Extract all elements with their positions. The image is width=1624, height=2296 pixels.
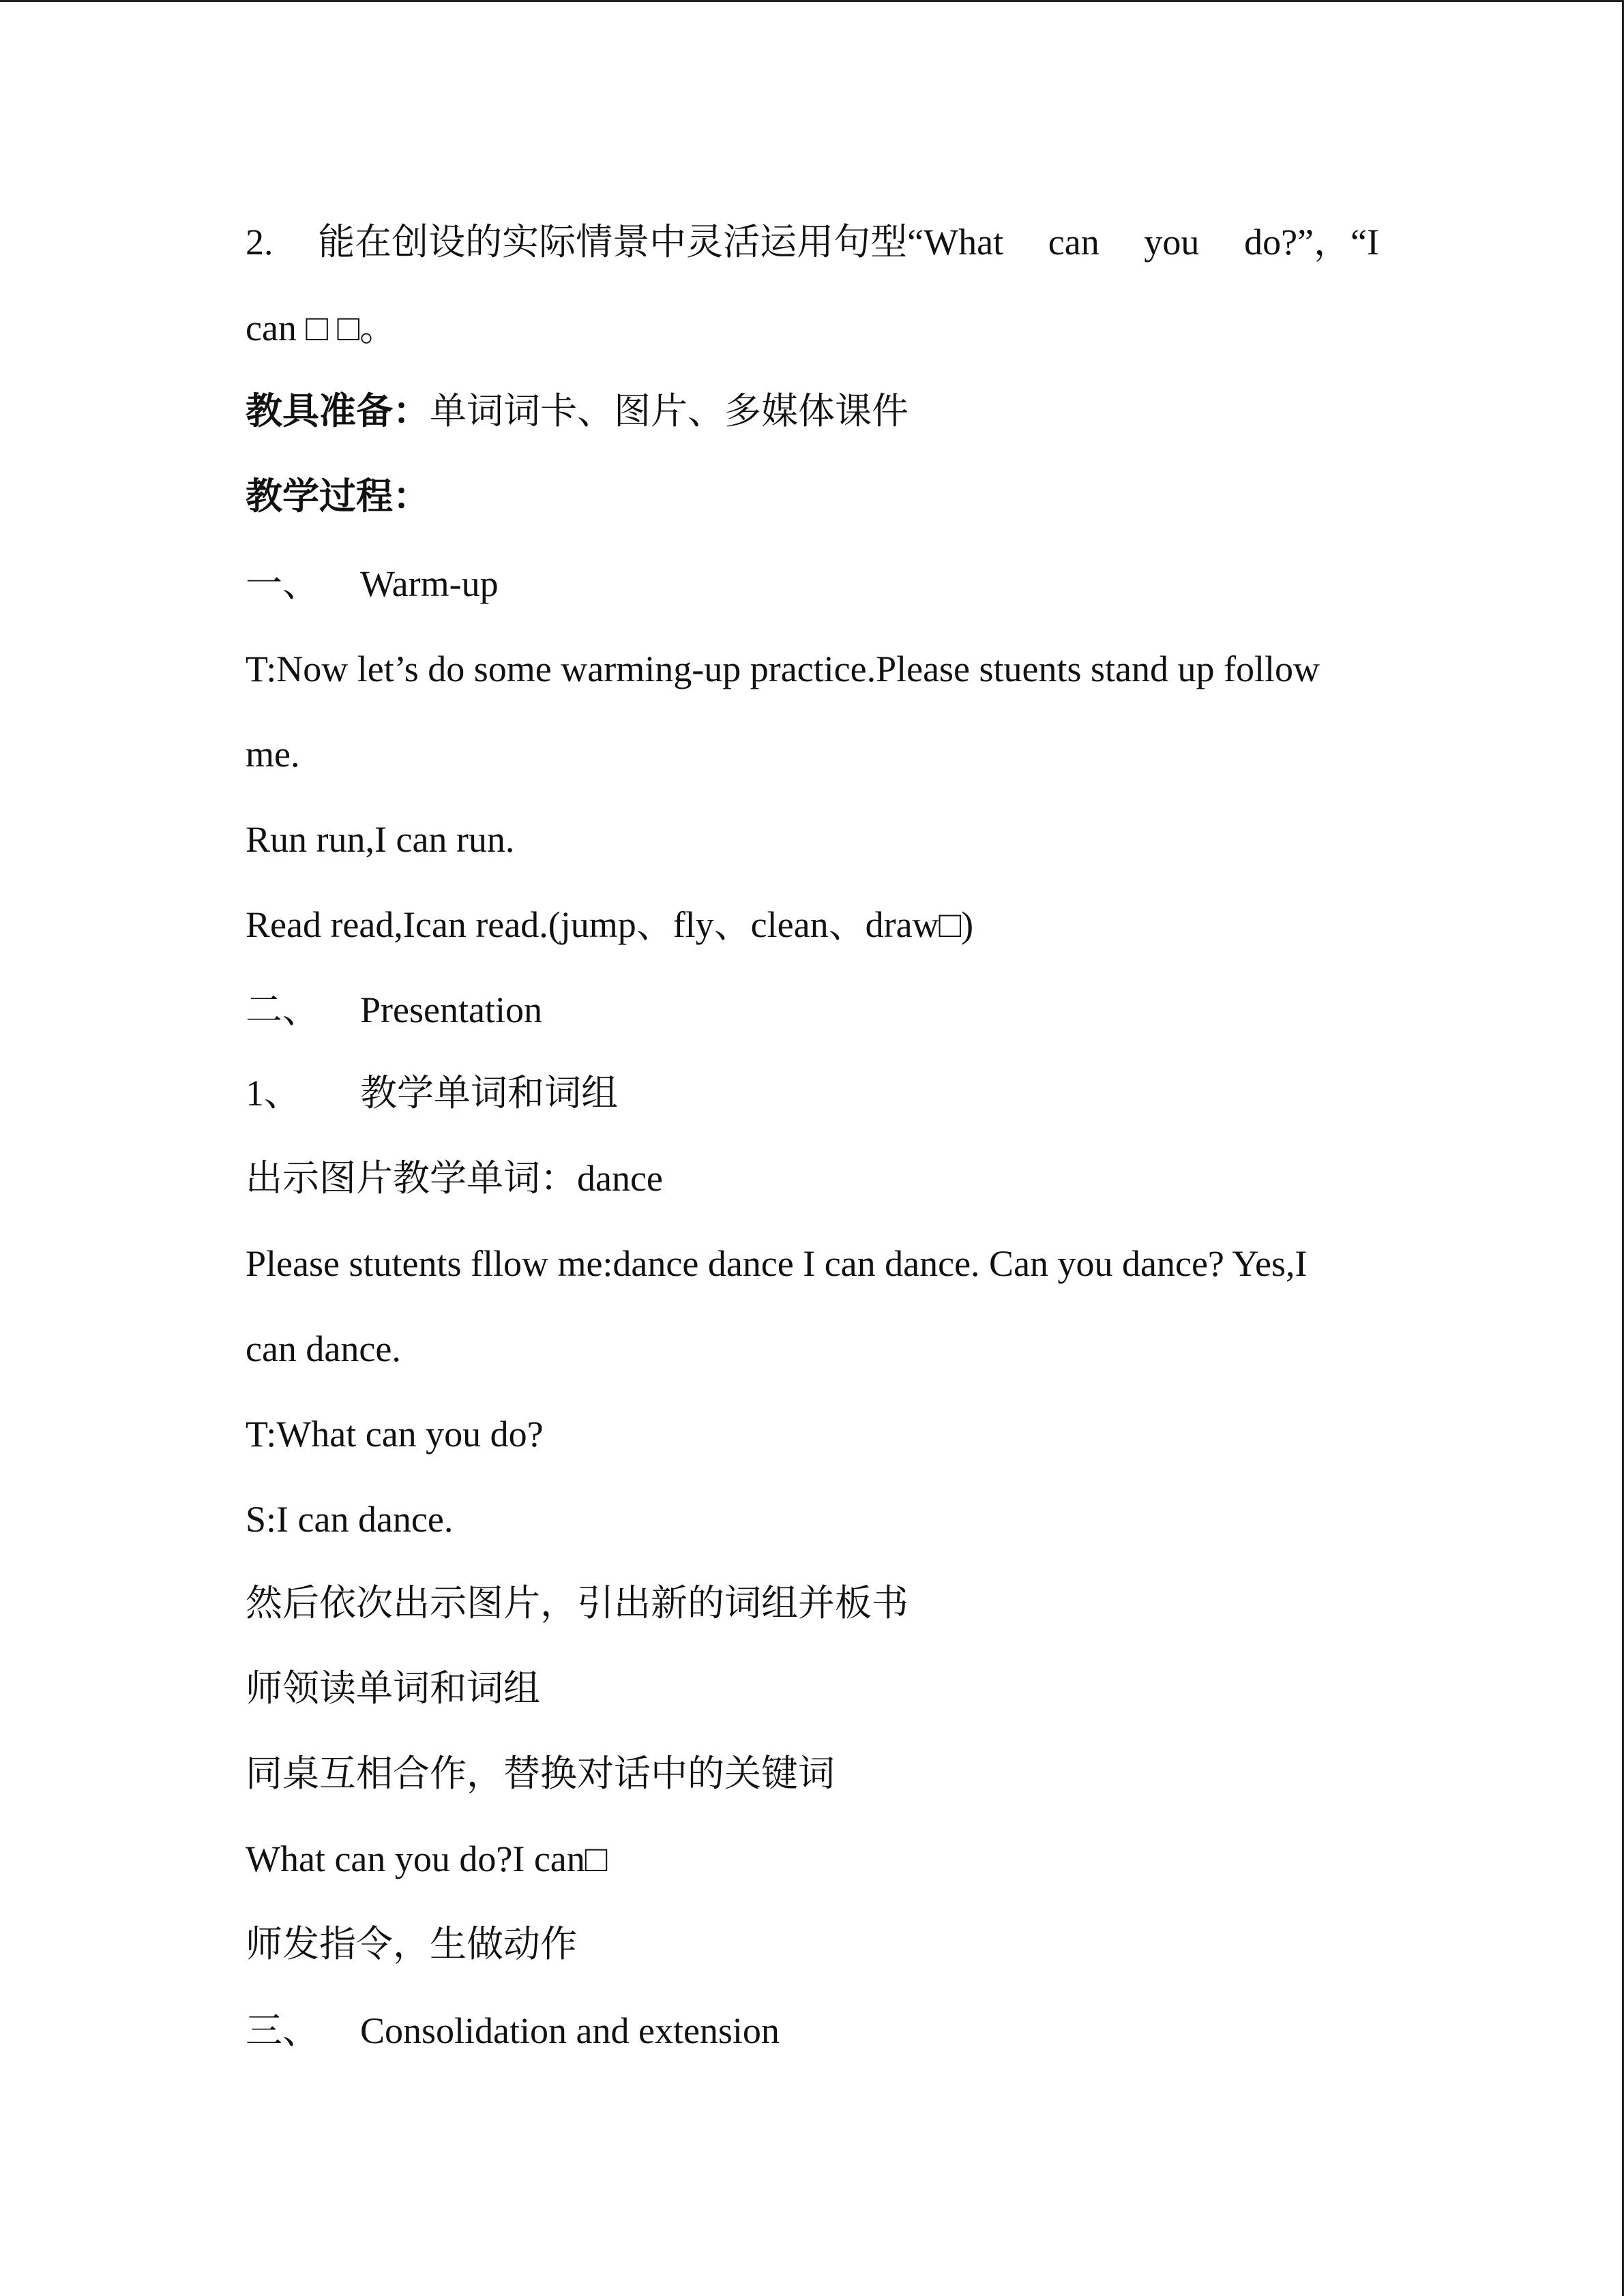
section1-line2: me. (246, 734, 300, 775)
section1-number: 一、 (246, 563, 319, 604)
section2-line2: Please stutents fllow me:dance dance I can dance. Can you dance? Yes,I (246, 1243, 1308, 1284)
objective-2-number: 2. (246, 222, 274, 263)
section2-line8: 同桌互相合作，替换对话中的关键词 (246, 1753, 835, 1794)
section3-title: Consolidation and extension (360, 2010, 780, 2051)
objective-2-part1: 能在创设的实际情景中灵活运用句型“What (318, 222, 1004, 263)
section1-line1: T:Now let’s do some warming-up practice.Please stuents stand up follow (246, 648, 1320, 689)
objective-2-part3: you (1144, 222, 1200, 263)
prep-text: 单词词卡、图片、多媒体课件 (430, 391, 909, 432)
section1-line3: Run run,I can run. (246, 819, 515, 860)
section3-heading (246, 2007, 780, 2055)
section2-heading (246, 986, 542, 1034)
section2-number: 二、 (246, 989, 319, 1030)
section2-line5: S:I can dance. (246, 1499, 454, 1540)
section2-title: Presentation (360, 989, 542, 1030)
section2-line1: 出示图片教学单词：dance (246, 1158, 663, 1199)
section2-line10: 师发指令，生做动作 (246, 1924, 577, 1965)
process-label: 教学过程： (246, 476, 430, 517)
section2-sub1-number: 1、 (246, 1073, 301, 1114)
section2-line3: can dance. (246, 1328, 401, 1369)
section2-line6: 然后依次出示图片，引出新的词组并板书 (246, 1583, 909, 1624)
objective-2-line2: can □ □。 (246, 308, 397, 348)
section2-line7: 师领读单词和词组 (246, 1668, 540, 1709)
prep-line (246, 387, 909, 435)
section1-heading (246, 560, 499, 608)
section2-line4: T:What can you do? (246, 1414, 544, 1455)
prep-label: 教具准备： (246, 391, 430, 432)
section1-line4: Read read,Ican read.(jump、fly、clean、draw□) (246, 904, 974, 945)
section3-number: 三、 (246, 2010, 319, 2051)
section2-line9: What can you do?I can□ (246, 1838, 608, 1879)
objective-2-part2: can (1048, 222, 1099, 263)
section2-sub1-title: 教学单词和词组 (360, 1073, 618, 1114)
objective-2-part4: do?”，“I (1244, 222, 1379, 263)
section1-title: Warm-up (360, 563, 499, 604)
section2-sub1-heading (246, 1069, 618, 1117)
objective-2-line1 (246, 218, 1379, 266)
